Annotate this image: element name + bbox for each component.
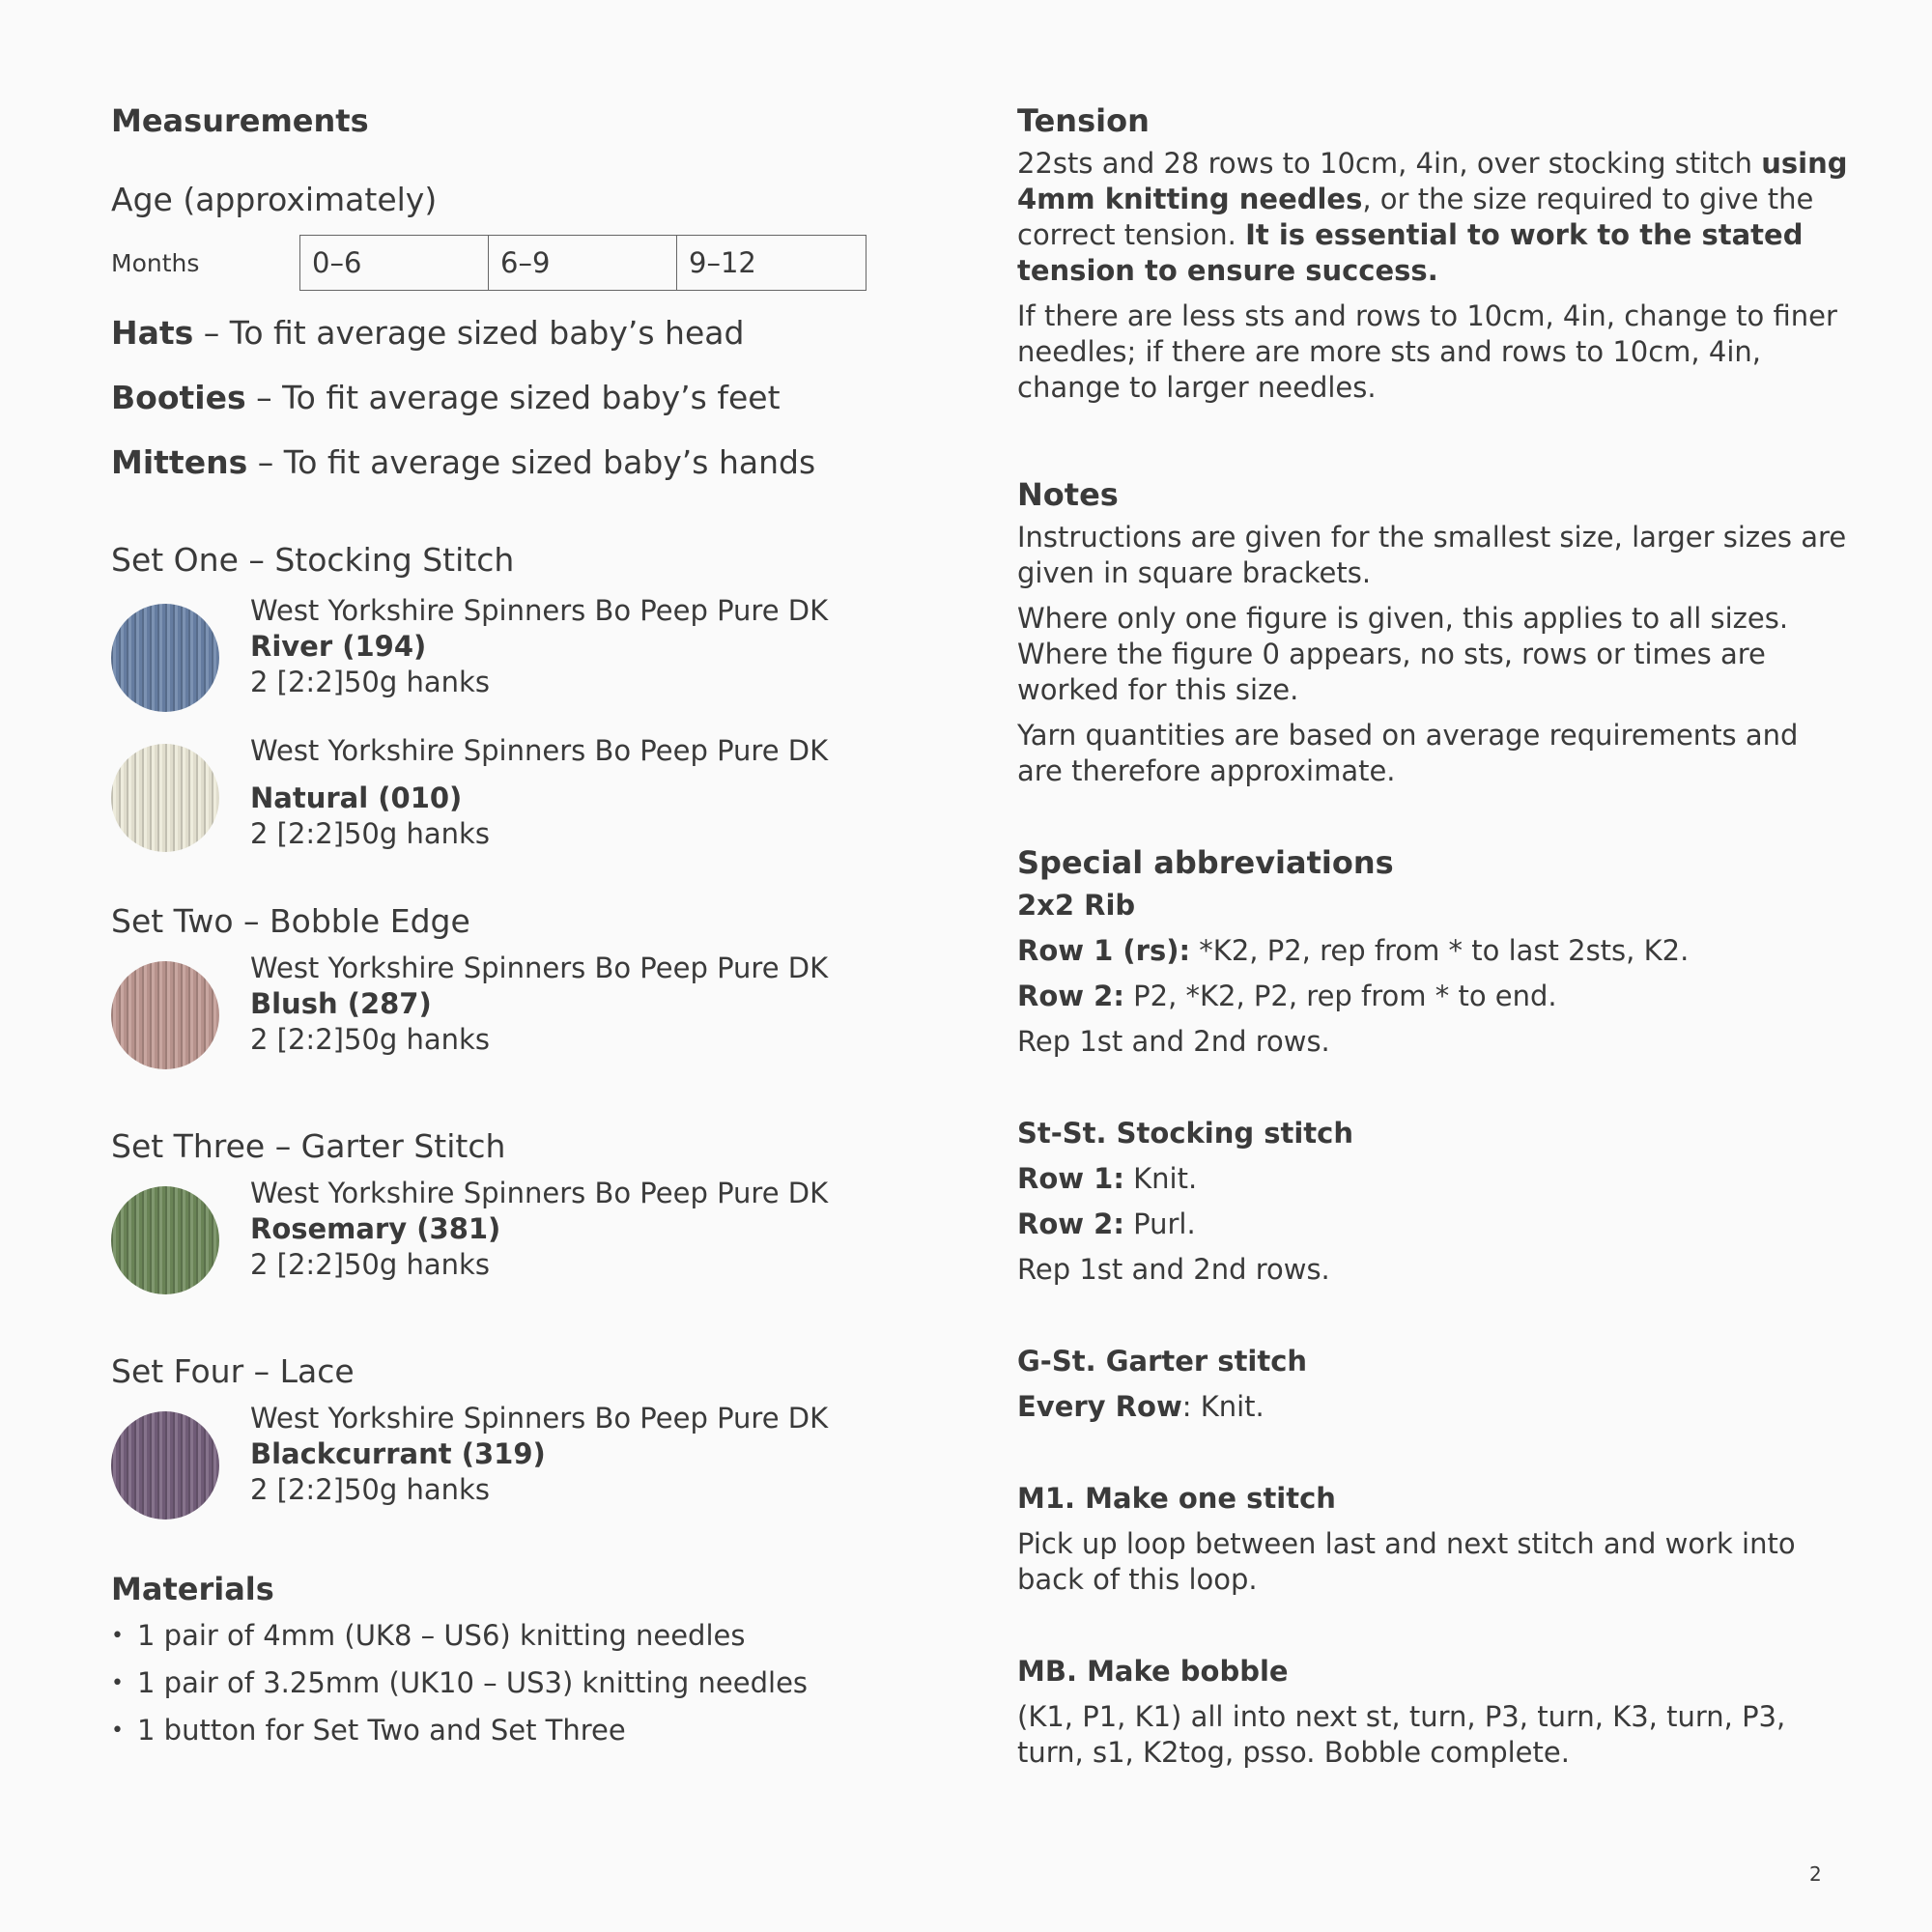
rib-row-2: Row 2: P2, *K2, P2, rep from * to end. [1017, 980, 1557, 1012]
tension-heading: Tension [1017, 102, 1150, 139]
yarn-entry [111, 1176, 980, 1294]
list-item: • 1 button for Set Two and Set Three [111, 1713, 980, 1748]
notes-paragraph: Instructions are given for the smallest size, larger sizes are given in square brackets. [1017, 521, 1847, 589]
stst-repeat: Rep 1st and 2nd rows. [1017, 1253, 1330, 1286]
yarn-name: West Yorkshire Spinners Bo Peep Pure DK [250, 952, 829, 984]
m1-text: Pick up loop between last and next stitch and work into back of this loop. [1017, 1527, 1796, 1596]
rib-repeat: Rep 1st and 2nd rows. [1017, 1025, 1330, 1058]
yarn-name: West Yorkshire Spinners Bo Peep Pure DK [250, 594, 829, 627]
yarn-shade: Blackcurrant (319) [250, 1437, 546, 1470]
yarn-entry [111, 593, 980, 712]
materials-list [111, 1618, 980, 1748]
set-two-heading: Set Two – Bobble Edge [111, 902, 470, 940]
fit-desc: – To fit average sized baby’s hands [247, 443, 816, 481]
page-number: 2 [1809, 1862, 1822, 1886]
notes-heading: Notes [1017, 476, 1119, 513]
age-label: Age (approximately) [111, 181, 438, 218]
yarn-name: West Yorkshire Spinners Bo Peep Pure DK [250, 1402, 829, 1435]
gst-title: G-St. Garter stitch [1017, 1345, 1308, 1378]
yarn-swatch-image [111, 1186, 219, 1294]
yarn-quantity: 2 [2:2]50g hanks [250, 666, 490, 698]
yarn-shade: Blush (287) [250, 987, 432, 1020]
size-cell: 9–12 [689, 246, 756, 279]
measurements-heading: Measurements [111, 102, 369, 139]
stst-row-1: Row 1: Knit. [1017, 1162, 1198, 1195]
yarn-swatch-image [111, 604, 219, 712]
yarn-quantity: 2 [2:2]50g hanks [250, 1248, 490, 1281]
yarn-shade: Rosemary (381) [250, 1212, 501, 1245]
fit-desc: – To fit average sized baby’s head [193, 314, 745, 352]
yarn-swatch-image [111, 744, 219, 852]
months-row [111, 235, 980, 291]
set-four-heading: Set Four – Lace [111, 1352, 355, 1390]
notes-paragraph: Where only one figure is given, this applies to all sizes. Where the figure 0 appears, no sts, rows or times are worked for this size. [1017, 602, 1789, 706]
yarn-name: West Yorkshire Spinners Bo Peep Pure DK [250, 734, 829, 767]
yarn-quantity: 2 [2:2]50g hanks [250, 1473, 490, 1506]
m1-title: M1. Make one stitch [1017, 1482, 1336, 1515]
stst-row-2: Row 2: Purl. [1017, 1208, 1196, 1240]
gst-row: Every Row: Knit. [1017, 1390, 1264, 1423]
fit-item: Mittens [111, 443, 248, 481]
yarn-name: West Yorkshire Spinners Bo Peep Pure DK [250, 1177, 829, 1209]
fit-item: Hats [111, 314, 194, 352]
rib-title: 2x2 Rib [1017, 889, 1136, 922]
stst-title: St-St. Stocking stitch [1017, 1117, 1353, 1150]
fit-desc: – To fit average sized baby’s feet [245, 379, 781, 416]
left-column [111, 101, 980, 1760]
tension-paragraph-2: If there are less sts and rows to 10cm, 4in, change to finer needles; if there are more sts and rows to 10cm, 4in, change to larger needles. [1017, 299, 1837, 404]
right-column [1017, 101, 1848, 1771]
set-one-heading: Set One – Stocking Stitch [111, 541, 515, 579]
yarn-entry [111, 733, 980, 852]
months-label: Months [111, 248, 200, 277]
set-three-heading: Set Three – Garter Stitch [111, 1127, 506, 1165]
size-cell: 6–9 [489, 236, 677, 290]
materials-heading: Materials [111, 1571, 274, 1607]
yarn-quantity: 2 [2:2]50g hanks [250, 1023, 490, 1056]
list-item: • 1 pair of 3.25mm (UK10 – US3) knitting needles [111, 1665, 980, 1701]
yarn-swatch-image [111, 961, 219, 1069]
fit-mittens [111, 441, 980, 484]
yarn-swatch-image [111, 1411, 219, 1520]
fit-booties [111, 377, 980, 419]
abbreviations-heading: Special abbreviations [1017, 844, 1394, 881]
fit-item: Booties [111, 379, 246, 416]
yarn-shade: Natural (010) [250, 781, 463, 814]
yarn-entry [111, 1401, 980, 1520]
list-item: • 1 pair of 4mm (UK8 – US6) knitting needles [111, 1618, 980, 1654]
yarn-shade: River (194) [250, 630, 427, 663]
notes-paragraph: Yarn quantities are based on average requirements and are therefore approximate. [1017, 719, 1799, 787]
fit-hats [111, 312, 980, 355]
mb-title: MB. Make bobble [1017, 1655, 1289, 1688]
mb-text: (K1, P1, K1) all into next st, turn, P3, turn, K3, turn, P3, turn, s1, K2tog, psso. Bobble complete. [1017, 1700, 1786, 1769]
yarn-quantity: 2 [2:2]50g hanks [250, 817, 490, 850]
size-cell: 0–6 [300, 236, 489, 290]
size-table [299, 235, 867, 291]
tension-paragraph: 22sts and 28 rows to 10cm, 4in, over stocking stitch using 4mm knitting needles, or the size required to give the correct tension. It is essential to work to the stated tension to ensure success. [1017, 147, 1848, 287]
yarn-entry [111, 951, 980, 1069]
rib-row-1: Row 1 (rs): *K2, P2, rep from * to last 2sts, K2. [1017, 934, 1690, 967]
